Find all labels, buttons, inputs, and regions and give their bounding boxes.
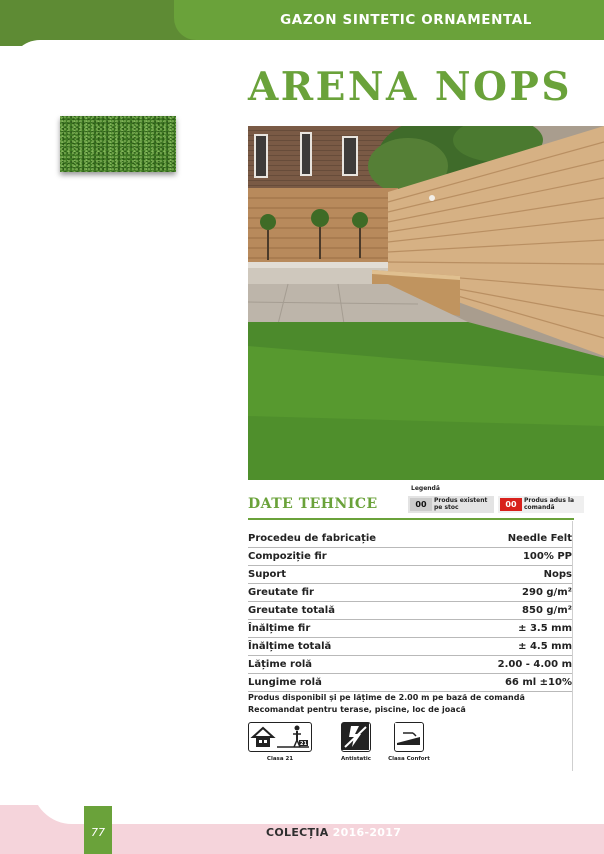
spec-row	[248, 530, 572, 548]
collection-word: COLECȚIA	[266, 826, 329, 839]
spec-label: Procedeu de fabricație	[248, 533, 377, 544]
spec-value: 290 g/m²	[522, 587, 572, 598]
page-number: 77	[91, 826, 105, 839]
legend-stock-text: Produs existent pe stoc	[434, 497, 488, 511]
spec-label: Compoziție fir	[248, 551, 327, 562]
spec-row	[248, 548, 572, 566]
legend-order-code: 00	[500, 498, 522, 511]
spec-label: Greutate totală	[248, 605, 335, 616]
spec-value: ± 4.5 mm	[518, 641, 572, 652]
spec-row	[248, 638, 572, 656]
spec-value: ± 3.5 mm	[518, 623, 572, 634]
garden-photo-drawing	[248, 126, 604, 480]
antistatic-icon	[341, 722, 371, 752]
legend-stock	[408, 496, 494, 513]
legend-order-text: Produs adus la comandă	[524, 497, 575, 511]
spec-row	[248, 656, 572, 674]
footer-curve	[32, 760, 604, 824]
spec-label: Suport	[248, 569, 287, 580]
turf-swatch-image	[60, 116, 176, 172]
spec-label: Greutate fir	[248, 587, 314, 598]
spec-value: Needle Felt	[507, 533, 572, 544]
spec-label: Înălțime totală	[248, 641, 332, 652]
spec-row	[248, 620, 572, 638]
spec-row	[248, 602, 572, 620]
spec-row	[248, 584, 572, 602]
antistatic-caption: Antistatic	[340, 756, 372, 762]
spec-row	[248, 674, 572, 692]
antistatic-drawing	[342, 723, 369, 750]
collection-label	[266, 826, 401, 839]
spec-row	[248, 566, 572, 584]
spec-value: 100% PP	[522, 551, 572, 562]
class-21-caption: Clasa 21	[266, 756, 294, 762]
class-21-drawing	[249, 723, 310, 750]
comfort-class-drawing	[395, 723, 422, 750]
spec-value: Nops	[543, 569, 572, 580]
tech-heading: DATE TEHNICE	[248, 496, 378, 512]
comfort-class-icon	[394, 722, 424, 752]
class-21-badge: 21	[300, 741, 307, 747]
spec-label: Lungime rolă	[248, 677, 322, 688]
availability-note: Produs disponibil și pe lățime de 2.00 m pe bază de comandă	[248, 693, 525, 702]
legend-stock-code: 00	[410, 498, 432, 511]
class-21-icon	[248, 722, 312, 752]
collection-years: 2016-2017	[332, 826, 402, 839]
spec-value: 66 ml ±10%	[504, 677, 572, 688]
spec-label: Lățime rolă	[248, 659, 312, 670]
garden-photo	[248, 126, 604, 480]
recommendation-note: Recomandat pentru terase, piscine, loc de joacă	[248, 705, 466, 714]
vertical-separator	[572, 521, 573, 771]
product-title: ARENA NOPS	[248, 64, 572, 110]
comfort-class-caption: Clasa Confort	[388, 756, 430, 762]
spec-label: Înălțime fir	[248, 623, 311, 634]
tech-divider	[248, 518, 574, 520]
spec-value: 850 g/m²	[522, 605, 572, 616]
legend-order	[498, 496, 584, 513]
legend-title: Legendă	[411, 485, 440, 492]
section-title: GAZON SINTETIC ORNAMENTAL	[280, 12, 532, 28]
spec-value: 2.00 - 4.00 m	[497, 659, 572, 670]
